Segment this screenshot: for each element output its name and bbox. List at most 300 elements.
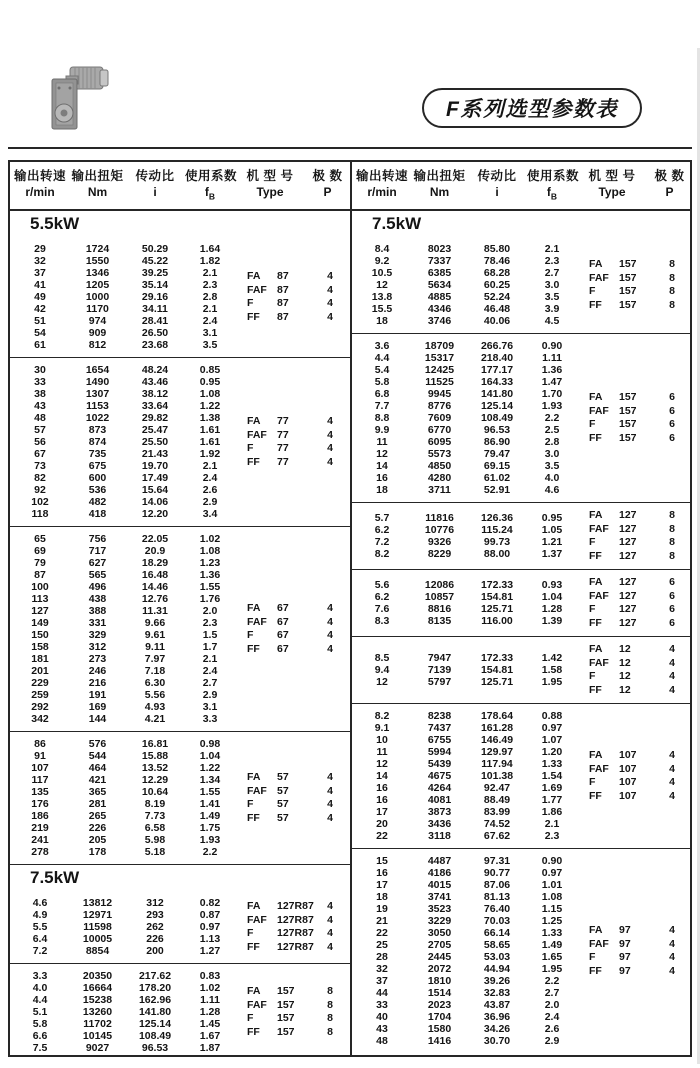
- model-size: 67: [277, 629, 289, 642]
- header-rule: [8, 147, 692, 149]
- data-cell: 40: [376, 1011, 388, 1024]
- model-prefix: FF: [589, 431, 602, 444]
- data-cell: 20.9: [144, 545, 166, 558]
- model-row: [589, 405, 689, 419]
- table-row: [352, 579, 577, 591]
- table-row: [10, 315, 235, 327]
- data-cell: 69: [34, 545, 46, 558]
- data-cell: 92: [34, 484, 46, 497]
- model-size: 12: [619, 683, 631, 696]
- table-row: [10, 569, 235, 581]
- gear-motor-photo: [44, 62, 110, 137]
- col-header-poles: [647, 168, 692, 204]
- pole-count: 8: [669, 285, 675, 298]
- model-row: [247, 812, 347, 826]
- data-cell: 1.02: [199, 533, 221, 546]
- data-cell: 8229: [427, 548, 452, 561]
- model-row: [589, 938, 689, 952]
- table-row: [10, 713, 235, 725]
- table-row: [352, 436, 577, 448]
- data-cell: 149: [31, 617, 49, 630]
- data-cell: 92.47: [483, 782, 511, 795]
- data-cell: 12.29: [141, 774, 169, 787]
- data-cell: 79: [34, 557, 46, 570]
- col-label-zh: 输出扭矩: [71, 169, 124, 183]
- data-cell: 1.15: [541, 903, 563, 916]
- table-row: [10, 970, 235, 982]
- col-label-zh: 机 型 号: [246, 169, 294, 183]
- data-cell: 4.93: [144, 701, 166, 714]
- model-prefix: FAF: [247, 998, 267, 1011]
- table-row: [352, 722, 577, 734]
- data-cell: 9.2: [374, 255, 390, 268]
- pole-count: 4: [669, 762, 675, 775]
- data-cell: 4.9: [32, 909, 48, 922]
- model-size: 127R87: [277, 927, 314, 940]
- data-cell: 158: [31, 641, 49, 654]
- table-row: [352, 315, 577, 327]
- table-row: [352, 782, 577, 794]
- data-cell: 141.80: [480, 388, 514, 401]
- data-cell: 292: [31, 701, 49, 714]
- data-cell: 16664: [82, 982, 113, 995]
- model-row: [247, 1012, 347, 1026]
- data-cell: 117: [31, 774, 49, 787]
- table-group: [352, 570, 690, 637]
- fb-symbol: f: [204, 185, 209, 199]
- data-cell: 178.20: [138, 982, 172, 995]
- data-cell: 6.4: [32, 933, 48, 946]
- data-cell: 7.97: [144, 653, 166, 666]
- data-cell: 52.91: [483, 484, 511, 497]
- col-label-unit: Nm: [429, 185, 450, 199]
- data-cell: 1724: [85, 243, 110, 256]
- model-size: 127: [619, 603, 637, 616]
- data-cell: 14.46: [141, 581, 169, 594]
- data-cell: 15: [376, 855, 388, 868]
- group-rows: [352, 652, 577, 688]
- model-list: [247, 985, 347, 1039]
- model-prefix: FF: [589, 616, 602, 629]
- data-cell: 2.1: [202, 653, 218, 666]
- table-row: [10, 243, 235, 255]
- model-prefix: FAF: [589, 762, 609, 775]
- data-cell: 7139: [427, 664, 452, 677]
- model-list: [589, 509, 689, 563]
- table-row: [352, 879, 577, 891]
- data-cell: 1.08: [199, 545, 221, 558]
- model-prefix: FF: [589, 298, 602, 311]
- pole-count: 4: [327, 784, 333, 797]
- data-cell: 2.6: [544, 1023, 560, 1036]
- table-group: [10, 891, 350, 964]
- data-cell: 5.4: [374, 364, 390, 377]
- model-row: [589, 763, 689, 777]
- model-prefix: F: [247, 798, 254, 811]
- table-row: [352, 279, 577, 291]
- data-cell: 39.26: [483, 975, 511, 988]
- data-cell: 30.70: [483, 1035, 511, 1048]
- data-cell: 265: [88, 810, 107, 823]
- pole-count: 6: [669, 603, 675, 616]
- data-cell: 12.20: [141, 508, 169, 521]
- table-body-left: [10, 211, 350, 1055]
- model-size: 157: [277, 1025, 295, 1038]
- data-cell: 44: [376, 987, 388, 1000]
- data-cell: 19: [376, 903, 388, 916]
- data-cell: 4.5: [544, 315, 560, 328]
- model-size: 97: [619, 924, 631, 937]
- model-row: [589, 684, 689, 698]
- data-cell: 4487: [427, 855, 452, 868]
- data-cell: 0.87: [199, 909, 221, 922]
- model-prefix: FF: [247, 455, 260, 468]
- data-cell: 32: [34, 255, 46, 268]
- model-size: 77: [277, 428, 289, 441]
- data-cell: 25.50: [141, 436, 169, 449]
- model-prefix: FF: [247, 940, 260, 953]
- data-cell: 3.0: [544, 448, 560, 461]
- model-row: [589, 509, 689, 523]
- data-cell: 2.1: [544, 243, 560, 256]
- model-prefix: FF: [589, 549, 602, 562]
- pole-count: 6: [669, 431, 675, 444]
- table-row: [10, 424, 235, 436]
- data-cell: 5.6: [374, 579, 390, 592]
- model-prefix: FA: [247, 415, 261, 428]
- data-cell: 331: [88, 617, 107, 630]
- data-cell: 30: [34, 364, 46, 377]
- data-cell: 11: [376, 746, 388, 759]
- data-cell: 4850: [427, 460, 452, 473]
- model-row: [589, 576, 689, 590]
- model-prefix: FF: [589, 683, 602, 696]
- data-cell: 1.92: [199, 448, 221, 461]
- model-size: 127R87: [277, 940, 314, 953]
- pole-count: 4: [669, 924, 675, 937]
- pole-count: 4: [669, 683, 675, 696]
- data-cell: 150: [31, 629, 49, 642]
- table-row: [10, 448, 235, 460]
- data-cell: 5.1: [32, 1006, 48, 1019]
- model-size: 127: [619, 576, 637, 589]
- model-size: 57: [277, 811, 289, 824]
- data-cell: 1307: [85, 388, 110, 401]
- data-cell: 8238: [427, 710, 452, 723]
- model-size: 57: [277, 798, 289, 811]
- table-row: [352, 999, 577, 1011]
- table-row: [10, 677, 235, 689]
- data-cell: 96.53: [483, 424, 511, 437]
- model-size: 12: [619, 656, 631, 669]
- model-row: [247, 616, 347, 630]
- data-cell: 2.2: [544, 975, 560, 988]
- model-prefix: FF: [589, 964, 602, 977]
- data-cell: 178: [88, 846, 107, 859]
- model-prefix: F: [589, 418, 596, 431]
- data-cell: 52.24: [483, 291, 511, 304]
- table-row: [352, 1023, 577, 1035]
- data-cell: 12086: [424, 579, 455, 592]
- table-row: [10, 484, 235, 496]
- table-row: [352, 652, 577, 664]
- data-cell: 0.93: [541, 579, 563, 592]
- table-row: [352, 676, 577, 688]
- data-cell: 246: [88, 665, 107, 678]
- col-label-zh: 极 数: [654, 169, 685, 183]
- model-prefix: FAF: [247, 428, 267, 441]
- table-group: [352, 637, 690, 704]
- data-cell: 54: [34, 327, 46, 340]
- model-size: 157: [277, 985, 295, 998]
- data-cell: 3050: [427, 927, 452, 940]
- col-header-speed: [10, 168, 70, 204]
- data-cell: 14.06: [141, 496, 169, 509]
- data-cell: 107: [31, 762, 49, 775]
- data-cell: 61: [34, 339, 46, 352]
- data-cell: 6.30: [144, 677, 166, 690]
- data-cell: 1810: [427, 975, 452, 988]
- table-row: [10, 533, 235, 545]
- data-cell: 7.18: [144, 665, 166, 678]
- model-prefix: FAF: [589, 589, 609, 602]
- table-row: [352, 472, 577, 484]
- model-prefix: FA: [589, 391, 603, 404]
- model-list: [247, 415, 347, 469]
- data-cell: 1022: [85, 412, 110, 425]
- model-list: [589, 258, 689, 312]
- data-cell: 1.55: [199, 581, 221, 594]
- pole-count: 6: [669, 391, 675, 404]
- data-cell: 191: [88, 689, 107, 702]
- data-cell: 12425: [424, 364, 455, 377]
- table-body: [10, 211, 690, 1055]
- data-cell: 48: [376, 1035, 388, 1048]
- data-cell: 45.22: [141, 255, 169, 268]
- model-size: 57: [277, 784, 289, 797]
- data-cell: 4885: [427, 291, 452, 304]
- data-cell: 48.24: [141, 364, 169, 377]
- model-row: [247, 415, 347, 429]
- model-list: [589, 924, 689, 978]
- data-cell: 11: [376, 436, 388, 449]
- data-cell: 9.61: [144, 629, 166, 642]
- data-cell: 43: [34, 400, 46, 413]
- page-title: F系列选型参数表: [422, 88, 642, 128]
- data-cell: 600: [88, 472, 107, 485]
- model-size: 127: [619, 549, 637, 562]
- data-cell: 3741: [427, 891, 452, 904]
- data-cell: 36.96: [483, 1011, 511, 1024]
- table-body-right: [350, 211, 690, 1055]
- data-cell: 13812: [82, 897, 113, 910]
- data-cell: 1.04: [541, 591, 563, 604]
- model-row: [247, 270, 347, 284]
- table-row: [352, 830, 577, 842]
- table-row: [352, 975, 577, 987]
- table-row: [10, 279, 235, 291]
- data-cell: 226: [88, 822, 107, 835]
- model-size: 127R87: [277, 913, 314, 926]
- table-group: [10, 964, 350, 1055]
- data-cell: 16: [376, 472, 388, 485]
- table-row: [352, 867, 577, 879]
- data-cell: 4186: [427, 867, 452, 880]
- model-prefix: FF: [247, 1025, 260, 1038]
- data-cell: 78.46: [483, 255, 511, 268]
- data-cell: 6385: [427, 267, 452, 280]
- data-cell: 154.81: [480, 591, 514, 604]
- model-row: [589, 258, 689, 272]
- data-cell: 76.40: [483, 903, 511, 916]
- col-label-unit: P: [665, 185, 674, 199]
- data-cell: 1.49: [541, 939, 563, 952]
- data-cell: 22: [376, 830, 388, 843]
- col-label-zh: 机 型 号: [588, 169, 636, 183]
- table-row: [10, 400, 235, 412]
- data-cell: 8776: [427, 400, 452, 413]
- data-cell: 29.16: [141, 291, 169, 304]
- data-cell: 4.0: [32, 982, 48, 995]
- data-cell: 40.06: [483, 315, 511, 328]
- data-cell: 1.87: [199, 1042, 221, 1055]
- pole-count: 4: [669, 964, 675, 977]
- data-cell: 1.04: [199, 750, 221, 763]
- data-cell: 18: [376, 484, 388, 497]
- model-row: [589, 603, 689, 617]
- pole-count: 8: [669, 509, 675, 522]
- data-cell: 2.4: [202, 665, 218, 678]
- pole-count: 8: [669, 271, 675, 284]
- table-row: [10, 897, 235, 909]
- data-cell: 3.1: [202, 701, 218, 714]
- model-size: 107: [619, 789, 637, 802]
- data-cell: 61.02: [483, 472, 511, 485]
- data-cell: 2072: [427, 963, 452, 976]
- data-cell: 25.47: [141, 424, 169, 437]
- data-cell: 42: [34, 303, 46, 316]
- pole-count: 8: [669, 536, 675, 549]
- data-cell: 2.3: [544, 255, 560, 268]
- pole-count: 4: [327, 270, 333, 283]
- model-row: [589, 432, 689, 446]
- data-cell: 116.00: [481, 615, 513, 628]
- model-size: 87: [277, 283, 289, 296]
- group-rows: [352, 579, 577, 627]
- data-cell: 226: [146, 933, 164, 946]
- table-row: [10, 412, 235, 424]
- data-cell: 115.24: [481, 524, 513, 537]
- col-label-unit: i: [495, 185, 499, 199]
- pole-count: 4: [669, 789, 675, 802]
- pole-count: 8: [327, 1012, 333, 1025]
- data-cell: 909: [88, 327, 107, 340]
- model-row: [589, 550, 689, 564]
- data-cell: 0.90: [541, 855, 563, 868]
- model-row: [247, 311, 347, 325]
- data-cell: 4.6: [32, 897, 48, 910]
- data-cell: 48: [34, 412, 46, 425]
- data-cell: 4015: [427, 879, 452, 892]
- model-list: [589, 576, 689, 630]
- data-cell: 3873: [427, 806, 452, 819]
- table-row: [352, 794, 577, 806]
- table-row: [352, 591, 577, 603]
- data-cell: 7947: [427, 652, 452, 665]
- model-size: 157: [619, 404, 637, 417]
- table-row: [352, 364, 577, 376]
- data-cell: 2.0: [544, 999, 560, 1012]
- data-cell: 9.11: [145, 641, 165, 654]
- model-row: [589, 617, 689, 631]
- pole-count: 6: [669, 418, 675, 431]
- data-cell: 87.06: [483, 879, 511, 892]
- pole-count: 8: [327, 1025, 333, 1038]
- data-cell: 15.64: [141, 484, 169, 497]
- table-row: [10, 786, 235, 798]
- data-cell: 205: [88, 834, 107, 847]
- data-cell: 2.8: [544, 436, 560, 449]
- model-row: [247, 785, 347, 799]
- table-row: [10, 762, 235, 774]
- data-cell: 43.46: [141, 376, 169, 389]
- data-cell: 1.38: [199, 412, 221, 425]
- data-cell: 2.3: [202, 279, 218, 292]
- data-cell: 181: [31, 653, 49, 666]
- data-cell: 2.7: [544, 267, 560, 280]
- model-prefix: FAF: [589, 271, 609, 284]
- data-cell: 1000: [85, 291, 110, 304]
- data-cell: 8.4: [374, 243, 390, 256]
- table-row: [10, 364, 235, 376]
- col-header-type: [235, 168, 305, 204]
- data-cell: 3.5: [202, 339, 218, 352]
- model-prefix: FAF: [247, 913, 267, 926]
- data-cell: 33.64: [141, 400, 169, 413]
- model-row: [589, 391, 689, 405]
- data-cell: 1.55: [199, 786, 221, 799]
- data-cell: 1580: [427, 1023, 452, 1036]
- model-row: [589, 951, 689, 965]
- data-cell: 2.7: [202, 677, 218, 690]
- data-cell: 10.64: [141, 786, 169, 799]
- model-prefix: FA: [589, 576, 603, 589]
- model-prefix: FAF: [589, 522, 609, 535]
- data-cell: 1153: [86, 400, 109, 413]
- data-cell: 18: [376, 315, 388, 328]
- data-cell: 34.26: [483, 1023, 511, 1036]
- table-header-left: [10, 162, 350, 209]
- data-cell: 200: [146, 945, 164, 958]
- data-cell: 10005: [82, 933, 113, 946]
- data-cell: 0.83: [199, 970, 221, 983]
- data-cell: 16.48: [141, 569, 169, 582]
- data-cell: 278: [31, 846, 49, 859]
- model-row: [247, 429, 347, 443]
- data-cell: 1.86: [541, 806, 563, 819]
- data-cell: 43.87: [483, 999, 511, 1012]
- table-row: [352, 243, 577, 255]
- data-cell: 28: [376, 951, 388, 964]
- data-cell: 3.3: [32, 970, 48, 983]
- data-cell: 10857: [424, 591, 455, 604]
- table-header-right: [350, 162, 690, 209]
- model-row: [589, 272, 689, 286]
- data-cell: 1490: [85, 376, 110, 389]
- data-cell: 32.83: [483, 987, 511, 1000]
- model-row: [589, 657, 689, 671]
- model-size: 97: [619, 937, 631, 950]
